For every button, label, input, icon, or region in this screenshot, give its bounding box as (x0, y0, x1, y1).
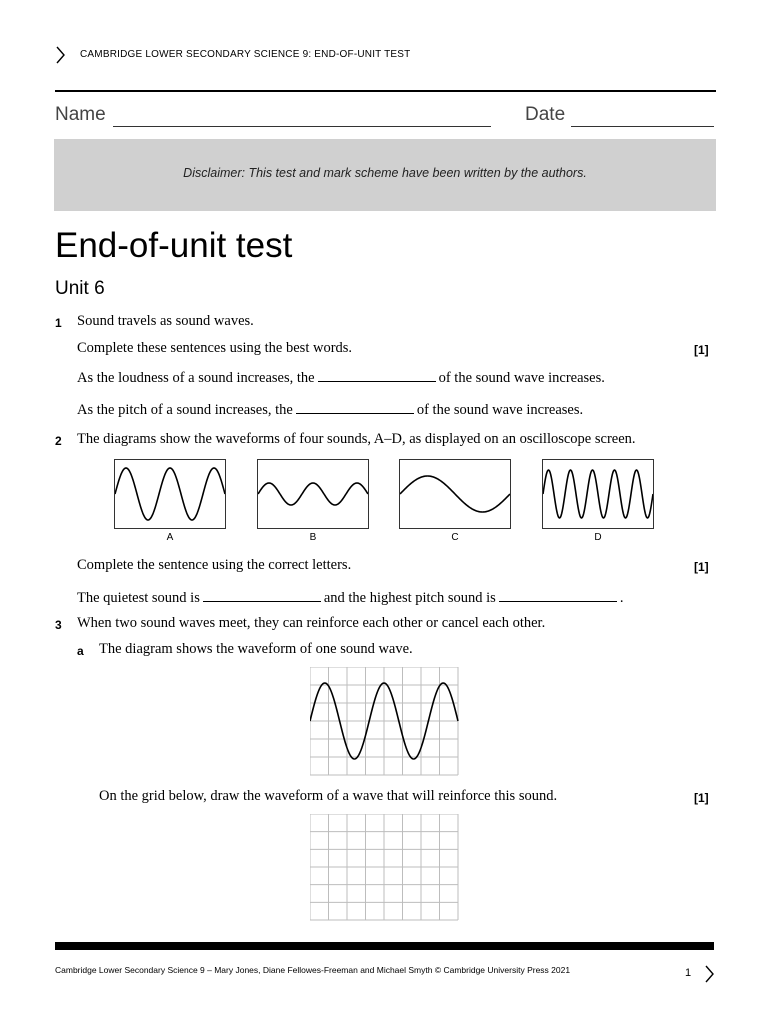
question-3-intro: When two sound waves meet, they can reinforce each other or cancel each other. (77, 615, 546, 631)
name-label: Name (55, 104, 106, 125)
question-3-number: 3 (55, 618, 62, 632)
answer-blank-4[interactable] (499, 590, 617, 602)
oscilloscope-b (257, 459, 369, 529)
footer-bar (55, 942, 714, 950)
question-1-sentence-2 (77, 402, 583, 419)
answer-grid-svg[interactable] (310, 814, 460, 922)
waveform-c (400, 476, 510, 512)
answer-blank-2[interactable] (296, 402, 414, 414)
q2-sentence-end: . (619, 590, 624, 606)
waveform-b (258, 483, 368, 505)
sentence-2-start: As the pitch of a sound increases, the (77, 402, 293, 418)
disclaimer-text: Disclaimer: This test and mark scheme have been written by the authors. (183, 166, 587, 180)
q2-sentence-middle: and the highest pitch sound is (323, 590, 496, 606)
question-1-sentence-1 (77, 370, 605, 387)
label-b: B (309, 532, 317, 543)
oscilloscope-a (114, 459, 226, 529)
oscilloscope-c (399, 459, 511, 529)
answer-blank-3[interactable] (203, 590, 321, 602)
question-1-intro: Sound travels as sound waves. (77, 313, 254, 329)
question-3a-letter: a (77, 644, 84, 658)
question-2-instruction: Complete the sentence using the correct letters. (77, 557, 352, 573)
running-header (54, 44, 716, 68)
waveform-grid-svg (310, 667, 460, 777)
label-d: D (594, 532, 602, 543)
running-title: CAMBRIDGE LOWER SECONDARY SCIENCE 9: END-OF-UNIT TEST (80, 49, 411, 60)
page-number: 1 (685, 967, 692, 979)
waveform-a (115, 468, 225, 520)
name-field[interactable] (113, 126, 491, 127)
question-2-intro: The diagrams show the waveforms of four sounds, A–D, as displayed on an oscilloscope screen. (77, 431, 636, 447)
oscilloscope-d (542, 459, 654, 529)
next-page-chevron-icon[interactable] (703, 964, 715, 984)
sentence-2-end: of the sound wave increases. (416, 402, 584, 418)
question-1-instruction: Complete these sentences using the best words. (77, 340, 353, 356)
answer-blank-1[interactable] (318, 370, 436, 382)
disclaimer-box (54, 139, 716, 211)
question-1-number: 1 (55, 316, 62, 330)
question-2-mark: [1] (694, 560, 709, 574)
waveform-d (543, 470, 653, 518)
label-c: C (451, 532, 459, 543)
question-3a-mark: [1] (694, 791, 709, 805)
sentence-1-start: As the loudness of a sound increases, the (77, 370, 315, 386)
date-field[interactable] (571, 126, 714, 127)
label-a: A (166, 532, 174, 543)
chevron-right-icon (54, 44, 66, 66)
q2-sentence-start: The quietest sound is (77, 590, 200, 606)
header-rule (55, 90, 716, 92)
question-2-number: 2 (55, 434, 62, 448)
question-3a-text: The diagram shows the waveform of one sound wave. (99, 641, 413, 657)
answer-grid[interactable] (310, 814, 460, 922)
question-1-mark: [1] (694, 343, 709, 357)
question-3a-instruction: On the grid below, draw the waveform of a wave that will reinforce this sound. (99, 788, 558, 804)
footer-credit: Cambridge Lower Secondary Science 9 – Mary Jones, Diane Fellowes-Freeman and Michael Smyth © Cambridge University Press 2021 (55, 965, 571, 975)
date-label: Date (525, 104, 566, 125)
sentence-1-end: of the sound wave increases. (438, 370, 605, 386)
waveform-grid (310, 667, 460, 777)
question-2-sentence (77, 590, 623, 607)
unit-heading: Unit 6 (55, 278, 105, 299)
page-title: End-of-unit test (55, 226, 293, 265)
